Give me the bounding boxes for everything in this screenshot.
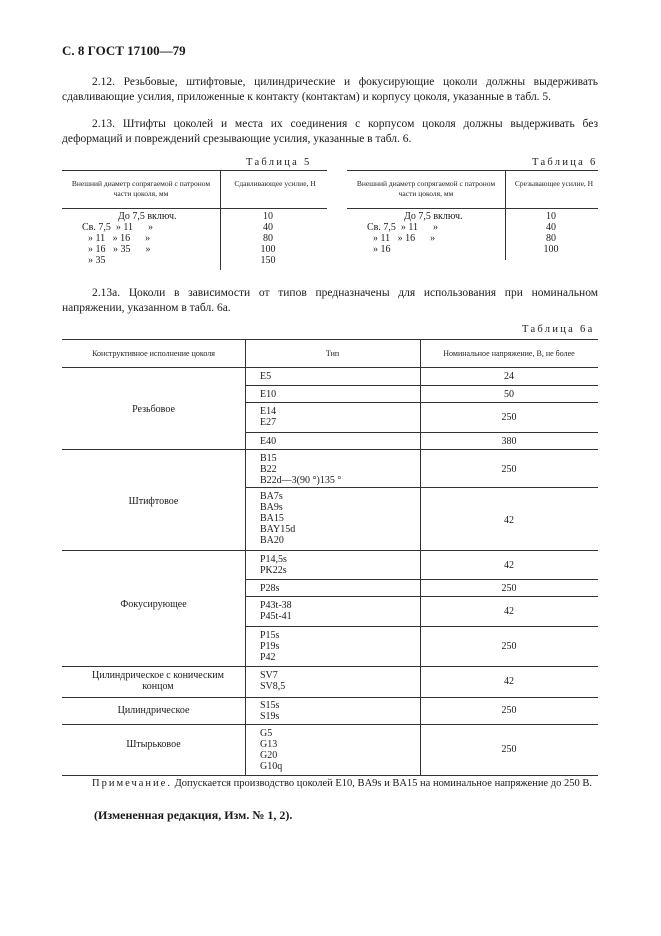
edited-notice: (Измененная редакция, Изм. № 1, 2).	[94, 808, 293, 822]
table-6a-header-voltage: Номинальное напряжение, В, не более	[443, 349, 575, 358]
table-5-diameter: » 35	[88, 255, 106, 266]
paragraph-2-13: 2.13. Штифты цоколей и места их соединения с корпусом цоколя должны выдерживать без деформаций и повреждений срезывающие усилия, указанные в табл. 6.	[62, 118, 598, 145]
type-cell: P15s P19s P42	[260, 630, 280, 663]
table-6-header-diameter: Внешний диаметр сопрягаемой с патроном части цоколя, мм	[356, 179, 496, 198]
page-header: С. 8 ГОСТ 17100—79	[62, 43, 186, 58]
table-6a-header-type: Тип	[325, 349, 340, 358]
table-5-diameter: Св. 7,5 » 11 »	[82, 222, 154, 233]
type-cell: P14,5s PK22s	[260, 554, 287, 576]
voltage-cell: 42	[504, 560, 514, 571]
voltage-cell: 24	[504, 371, 514, 382]
note-label: Примечание.	[92, 778, 172, 789]
table-5-force: 80	[263, 233, 273, 244]
voltage-cell: 250	[501, 583, 517, 594]
table-6-force: 100	[543, 244, 559, 255]
type-cell: G5 G13 G20 G10q	[260, 728, 283, 772]
table-5-force: 150	[260, 255, 276, 266]
type-cell: E40	[260, 436, 277, 447]
type-cell: P43t-38 P45t-41	[260, 600, 292, 622]
table-6-force: 40	[546, 222, 556, 233]
table-5-force: 40	[263, 222, 273, 233]
voltage-cell: 250	[501, 464, 517, 475]
table-6-diameter: » 11 » 16 »	[373, 233, 436, 244]
type-cell: P28s	[260, 583, 280, 594]
voltage-cell: 42	[504, 606, 514, 617]
voltage-cell: 380	[501, 436, 517, 447]
table-6-diameter: До 7,5 включ.	[404, 211, 463, 222]
voltage-cell: 250	[501, 744, 517, 755]
voltage-cell: 250	[501, 641, 517, 652]
type-cell: SV7 SV8,5	[260, 670, 286, 692]
table-6-diameter: » 16	[373, 244, 391, 255]
voltage-cell: 50	[504, 389, 514, 400]
table-note	[62, 777, 598, 791]
table-6-force: 80	[546, 233, 556, 244]
type-cell: E5	[260, 371, 272, 382]
type-cell: E14 E27	[260, 406, 277, 428]
group-cylindrical-conical: Цилиндрическое с коническим концом	[92, 670, 224, 692]
table-5-diameter: До 7,5 включ.	[118, 211, 177, 222]
table-5-force: 100	[260, 244, 276, 255]
table-5-diameter: » 16 » 35 »	[88, 244, 151, 255]
group-focusing: Фокусирующее	[120, 599, 187, 610]
table-5	[62, 170, 327, 270]
table-5-force: 10	[263, 211, 273, 222]
voltage-cell: 250	[501, 705, 517, 716]
table-6-caption: Таблица 6	[532, 157, 598, 168]
paragraph-2-12: 2.12. Резьбовые, штифтовые, цилиндрические и фокусирующие цоколи должны выдерживать сдавливающие усилия, приложенные к контакту (контактам) и корпусу цоколя, указанные в табл. 5.	[62, 76, 598, 103]
group-cylindrical: Цилиндрическое	[117, 705, 190, 716]
table-6	[347, 170, 598, 270]
table-6-diameter: Св. 7,5 » 11 »	[367, 222, 439, 233]
table-5-diameter: » 11 » 16 »	[88, 233, 151, 244]
voltage-cell: 42	[504, 676, 514, 687]
table-6a	[62, 339, 598, 775]
type-cell: BA7s BA9s BA15 BAY15d BA20	[260, 491, 296, 546]
table-5-header-force: Сдавливающее усилие, Н	[234, 179, 316, 188]
paragraph-2-13a: 2.13а. Цоколи в зависимости от типов предназначены для использования при номинальном напряжении, указанном в табл. 6а.	[62, 287, 598, 314]
table-5-caption: Таблица 5	[246, 157, 312, 168]
voltage-cell: 42	[504, 515, 514, 526]
table-6a-header-construction: Конструктивное исполнение цоколя	[92, 349, 215, 358]
type-cell: B15 B22 B22d—3(90 °)135 °	[260, 453, 342, 486]
voltage-cell: 250	[501, 412, 517, 423]
group-prong: Штырьковое	[126, 739, 181, 750]
table-5-header-diameter: Внешний диаметр сопрягаемой с патроном части цоколя, мм	[71, 179, 211, 198]
group-pin: Штифтовое	[128, 496, 179, 507]
note-text: Допускается производство цоколей E10, BA9s и BA15 на номинальное напряжение до 250 В.	[171, 778, 592, 789]
group-threaded: Резьбовое	[132, 404, 175, 415]
table-6-header-force: Срезывающее усилие, Н	[514, 179, 594, 188]
table-6a-caption: Таблица 6а	[522, 324, 595, 335]
table-6-force: 10	[546, 211, 556, 222]
type-cell: E10	[260, 389, 277, 400]
type-cell: S15s S19s	[260, 700, 280, 722]
